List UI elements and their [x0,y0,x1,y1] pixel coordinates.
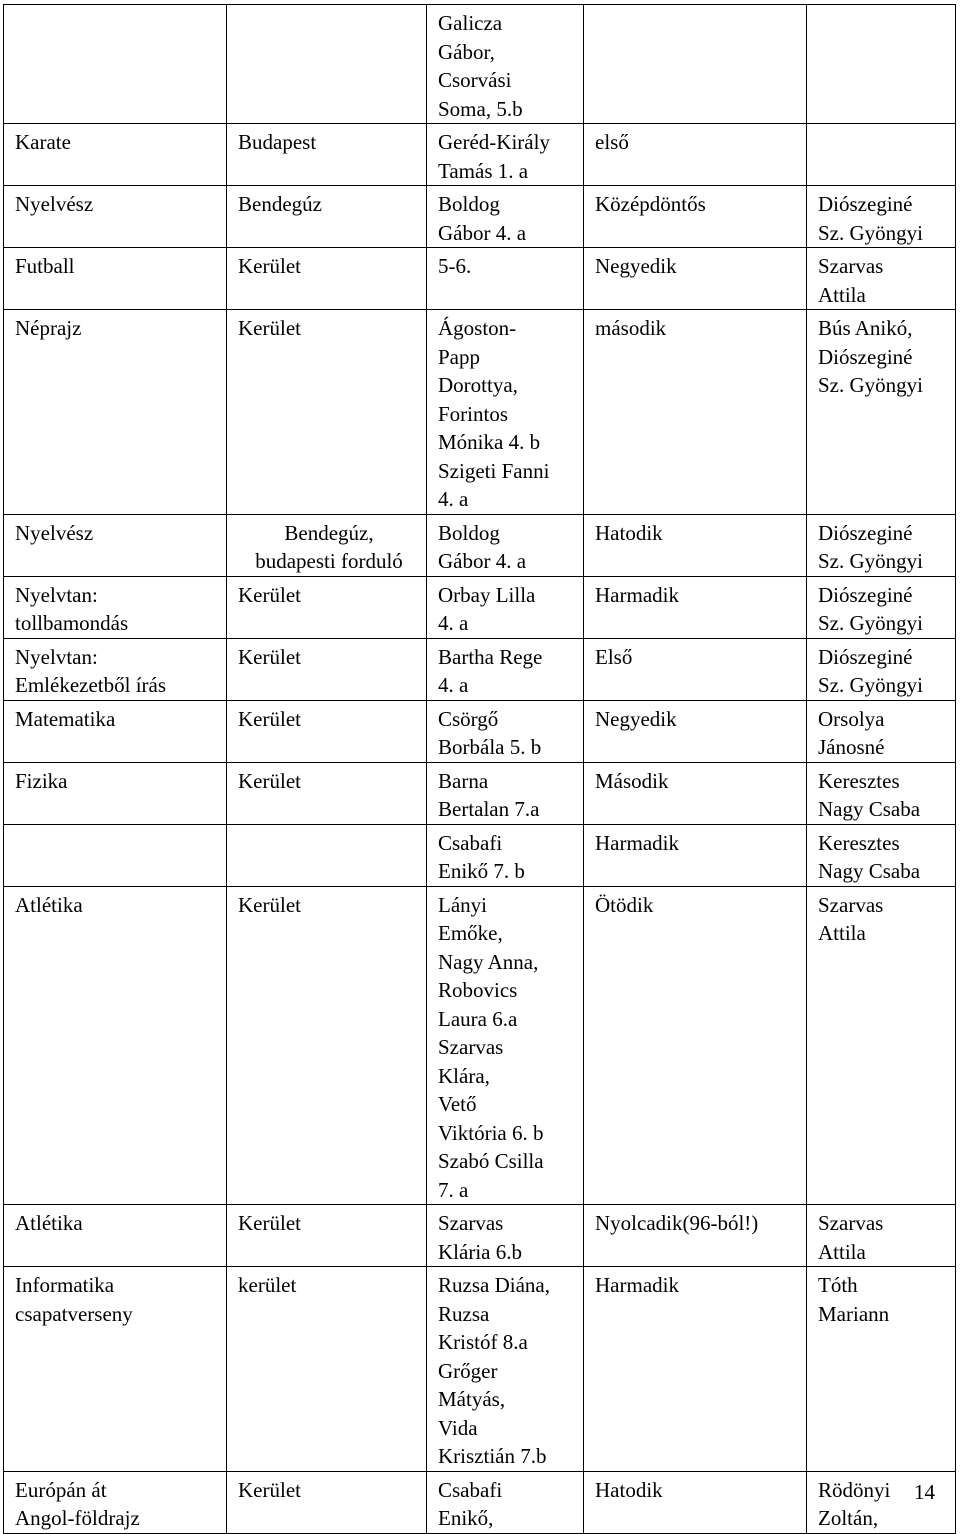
level-cell: Kerület [227,248,427,310]
teacher-cell: Szarvas Attila [807,1205,956,1267]
students-cell: Szarvas Klária 6.b [427,1205,584,1267]
table-row [4,886,956,1205]
level-cell: kerület [227,1267,427,1472]
placement-cell: Negyedik [584,700,807,762]
teacher-cell: Keresztes Nagy Csaba [807,762,956,824]
teacher-cell: Diószeginé Sz. Gyöngyi [807,638,956,700]
competition-cell [4,5,227,124]
students-cell: Boldog Gábor 4. a [427,514,584,576]
placement-cell: Hatodik [584,1471,807,1533]
students-cell: 5-6. [427,248,584,310]
table-row [4,310,956,515]
placement-cell: Negyedik [584,248,807,310]
competition-cell: Fizika [4,762,227,824]
placement-cell: Második [584,762,807,824]
teacher-cell: Diószeginé Sz. Gyöngyi [807,514,956,576]
placement-cell: első [584,124,807,186]
teacher-cell [807,5,956,124]
competition-cell: Karate [4,124,227,186]
teacher-cell: Diószeginé Sz. Gyöngyi [807,186,956,248]
level-cell: Bendegúz, budapesti forduló [227,514,427,576]
teacher-cell: Szarvas Attila [807,248,956,310]
level-cell: Kerület [227,310,427,515]
placement-cell: Harmadik [584,576,807,638]
students-cell: Csabafi Enikő 7. b [427,824,584,886]
competition-cell: Nyelvész [4,514,227,576]
placement-cell: Hatodik [584,514,807,576]
competition-cell: Futball [4,248,227,310]
competition-cell: Matematika [4,700,227,762]
teacher-cell: Keresztes Nagy Csaba [807,824,956,886]
table-row [4,638,956,700]
placement-cell: Harmadik [584,1267,807,1472]
placement-cell: Első [584,638,807,700]
level-cell [227,5,427,124]
students-cell: Orbay Lilla 4. a [427,576,584,638]
students-cell: Ágoston- Papp Dorottya, Forintos Mónika 4. b Szigeti Fanni 4. a [427,310,584,515]
students-cell: Lányi Emőke, Nagy Anna, Robovics Laura 6.a Szarvas Klára, Vető Viktória 6. b Szabó Csilla 7. a [427,886,584,1205]
students-cell: Bartha Rege 4. a [427,638,584,700]
teacher-cell: Szarvas Attila [807,886,956,1205]
competition-cell: Nyelvtan: Emlékezetből írás [4,638,227,700]
table-row [4,5,956,124]
competition-cell: Nyelvész [4,186,227,248]
competition-cell: Néprajz [4,310,227,515]
level-cell [227,824,427,886]
table-row [4,124,956,186]
placement-cell: Nyolcadik(96-ból!) [584,1205,807,1267]
competition-cell: Nyelvtan: tollbamondás [4,576,227,638]
teacher-cell: Tóth Mariann [807,1267,956,1472]
teacher-cell: Bús Anikó, Diószeginé Sz. Gyöngyi [807,310,956,515]
students-cell: Geréd-Király Tamás 1. a [427,124,584,186]
competition-cell: Európán át Angol-földrajz [4,1471,227,1533]
placement-cell: Harmadik [584,824,807,886]
table-row [4,824,956,886]
students-cell: Csörgő Borbála 5. b [427,700,584,762]
table-row [4,700,956,762]
level-cell: Kerület [227,1205,427,1267]
teacher-cell [807,124,956,186]
students-cell: Galicza Gábor, Csorvási Soma, 5.b [427,5,584,124]
teacher-cell: Orsolya Jánosné [807,700,956,762]
students-cell: Ruzsa Diána, Ruzsa Kristóf 8.a Grőger Mátyás, Vida Krisztián 7.b [427,1267,584,1472]
students-cell: Barna Bertalan 7.a [427,762,584,824]
level-cell: Kerület [227,576,427,638]
table-row [4,576,956,638]
level-cell: Kerület [227,1471,427,1533]
placement-cell [584,5,807,124]
level-cell: Kerület [227,638,427,700]
placement-cell: Középdöntős [584,186,807,248]
table-row [4,1267,956,1472]
teacher-cell: Diószeginé Sz. Gyöngyi [807,576,956,638]
level-cell: Kerület [227,762,427,824]
students-cell: Boldog Gábor 4. a [427,186,584,248]
placement-cell: második [584,310,807,515]
competition-cell: Atlétika [4,1205,227,1267]
students-cell: Csabafi Enikő, [427,1471,584,1533]
level-cell: Kerület [227,700,427,762]
level-cell: Kerület [227,886,427,1205]
table-row [4,1205,956,1267]
placement-cell: Ötödik [584,886,807,1205]
table-row [4,514,956,576]
competition-cell: Informatika csapatverseny [4,1267,227,1472]
table-row [4,1471,956,1533]
results-table [3,4,956,1534]
level-cell: Bendegúz [227,186,427,248]
competition-cell: Atlétika [4,886,227,1205]
level-cell: Budapest [227,124,427,186]
page-number: 14 [914,1480,935,1504]
table-row [4,186,956,248]
table-row [4,248,956,310]
table-row [4,762,956,824]
competition-cell [4,824,227,886]
teacher-cell: Rödönyi Zoltán, [807,1471,956,1533]
